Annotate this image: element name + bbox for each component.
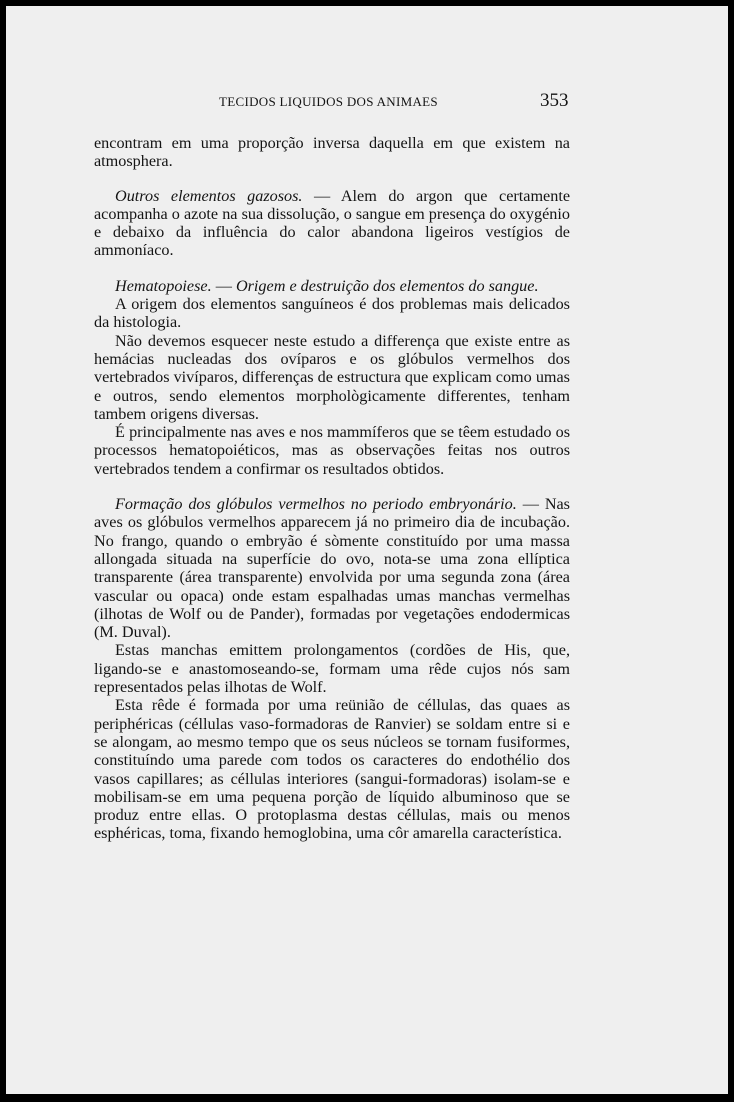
body-text: [94, 134, 570, 843]
paragraph-aves-mammiferos: É principalmente nas aves e nos mammíferos que se têem estudado os processos hematopoiéticos, mas as observações feitas nos outros vertebrados tendem a confirmar os resultados obtidos.: [94, 423, 570, 478]
paragraph-outros-elementos: [94, 187, 570, 260]
paragraph-outros-elementos-text: — Alem do argon que certamente acompanha o azote na sua dissolução, o sangue em presença do oxygénio e debaixo da influência do calor abandona ligeiros vestígios de ammoníaco.: [94, 186, 571, 260]
running-title: TECIDOS LIQUIDOS DOS ANIMAES: [219, 94, 438, 109]
section-title-outros-elementos: Outros elementos gazosos.: [115, 186, 303, 205]
heading-hematopoiese: Hematopoiese.: [115, 276, 212, 295]
paragraph-rede: Esta rêde é formada por uma reünião de céllulas, das quaes as periphéricas (céllulas vaso-formadoras de Ranvier) se soldam entre si e se alongam, ao mesmo tempo que os seus núcleos se tornam fusiformes, constituíndo uma parede com todos os caracteres do endothélio dos vasos capillares; as céllulas interiores (sangui-formadoras) isolam-se e mobilisam-se em uma pequena porção de líquido albuminoso que se produz entre ellas. O protoplasma destas céllulas, mais ou menos esphéricas, toma, fixando hemoglobina, uma côr amarella característica.: [94, 696, 570, 843]
paragraph-atmosphera: encontram em uma proporção inversa daquella em que existem na atmosphera.: [94, 134, 570, 171]
section-heading-hematopoiese: [94, 277, 570, 295]
paragraph-manchas: Estas manchas emittem prolongamentos (cordões de His, que, ligando-se e anastomoseando-se, formam uma rêde cujos nós sam representados pelas ilhotas de Wolf.: [94, 641, 570, 697]
paragraph-differenca: Não devemos esquecer neste estudo a differença que existe entre as hemácias nucleadas dos ovíparos e os glóbulos vermelhos dos vertebrados vivíparos, differenças de estructura que explicam como umas e outros, sendo elementos morphològicamente differentes, tenham tambem origens diversas.: [94, 331, 570, 423]
page-header: [6, 90, 728, 120]
paragraph-formacao-text: — Nas aves os glóbulos vermelhos apparecem já no primeiro dia de incubação. No frango, quando o embryão é sòmente constituído por uma massa allongada situada na superfície do ovo, nota-se uma zona ellíptica transparente (área transparente) envolvida por uma segunda zona (área vascular ou opaca) onde estam espalhadas umas manchas vermelhas (ilhotas de Wolf ou de Pander), formadas por vegetações endodermicas (M. Duval).: [94, 495, 570, 642]
section-title-formacao: Formação dos glóbulos vermelhos no periodo embryonário.: [115, 495, 517, 514]
page-number: 353: [540, 90, 569, 111]
paragraph-formacao-globulos: [94, 495, 570, 641]
heading-separator: —: [211, 276, 236, 295]
book-page: [6, 6, 728, 1094]
heading-origem-destruicao: Origem e destruição dos elementos do sangue.: [235, 276, 539, 295]
paragraph-origem: A origem dos elementos sanguíneos é dos problemas mais delicados da histologia.: [94, 295, 570, 332]
